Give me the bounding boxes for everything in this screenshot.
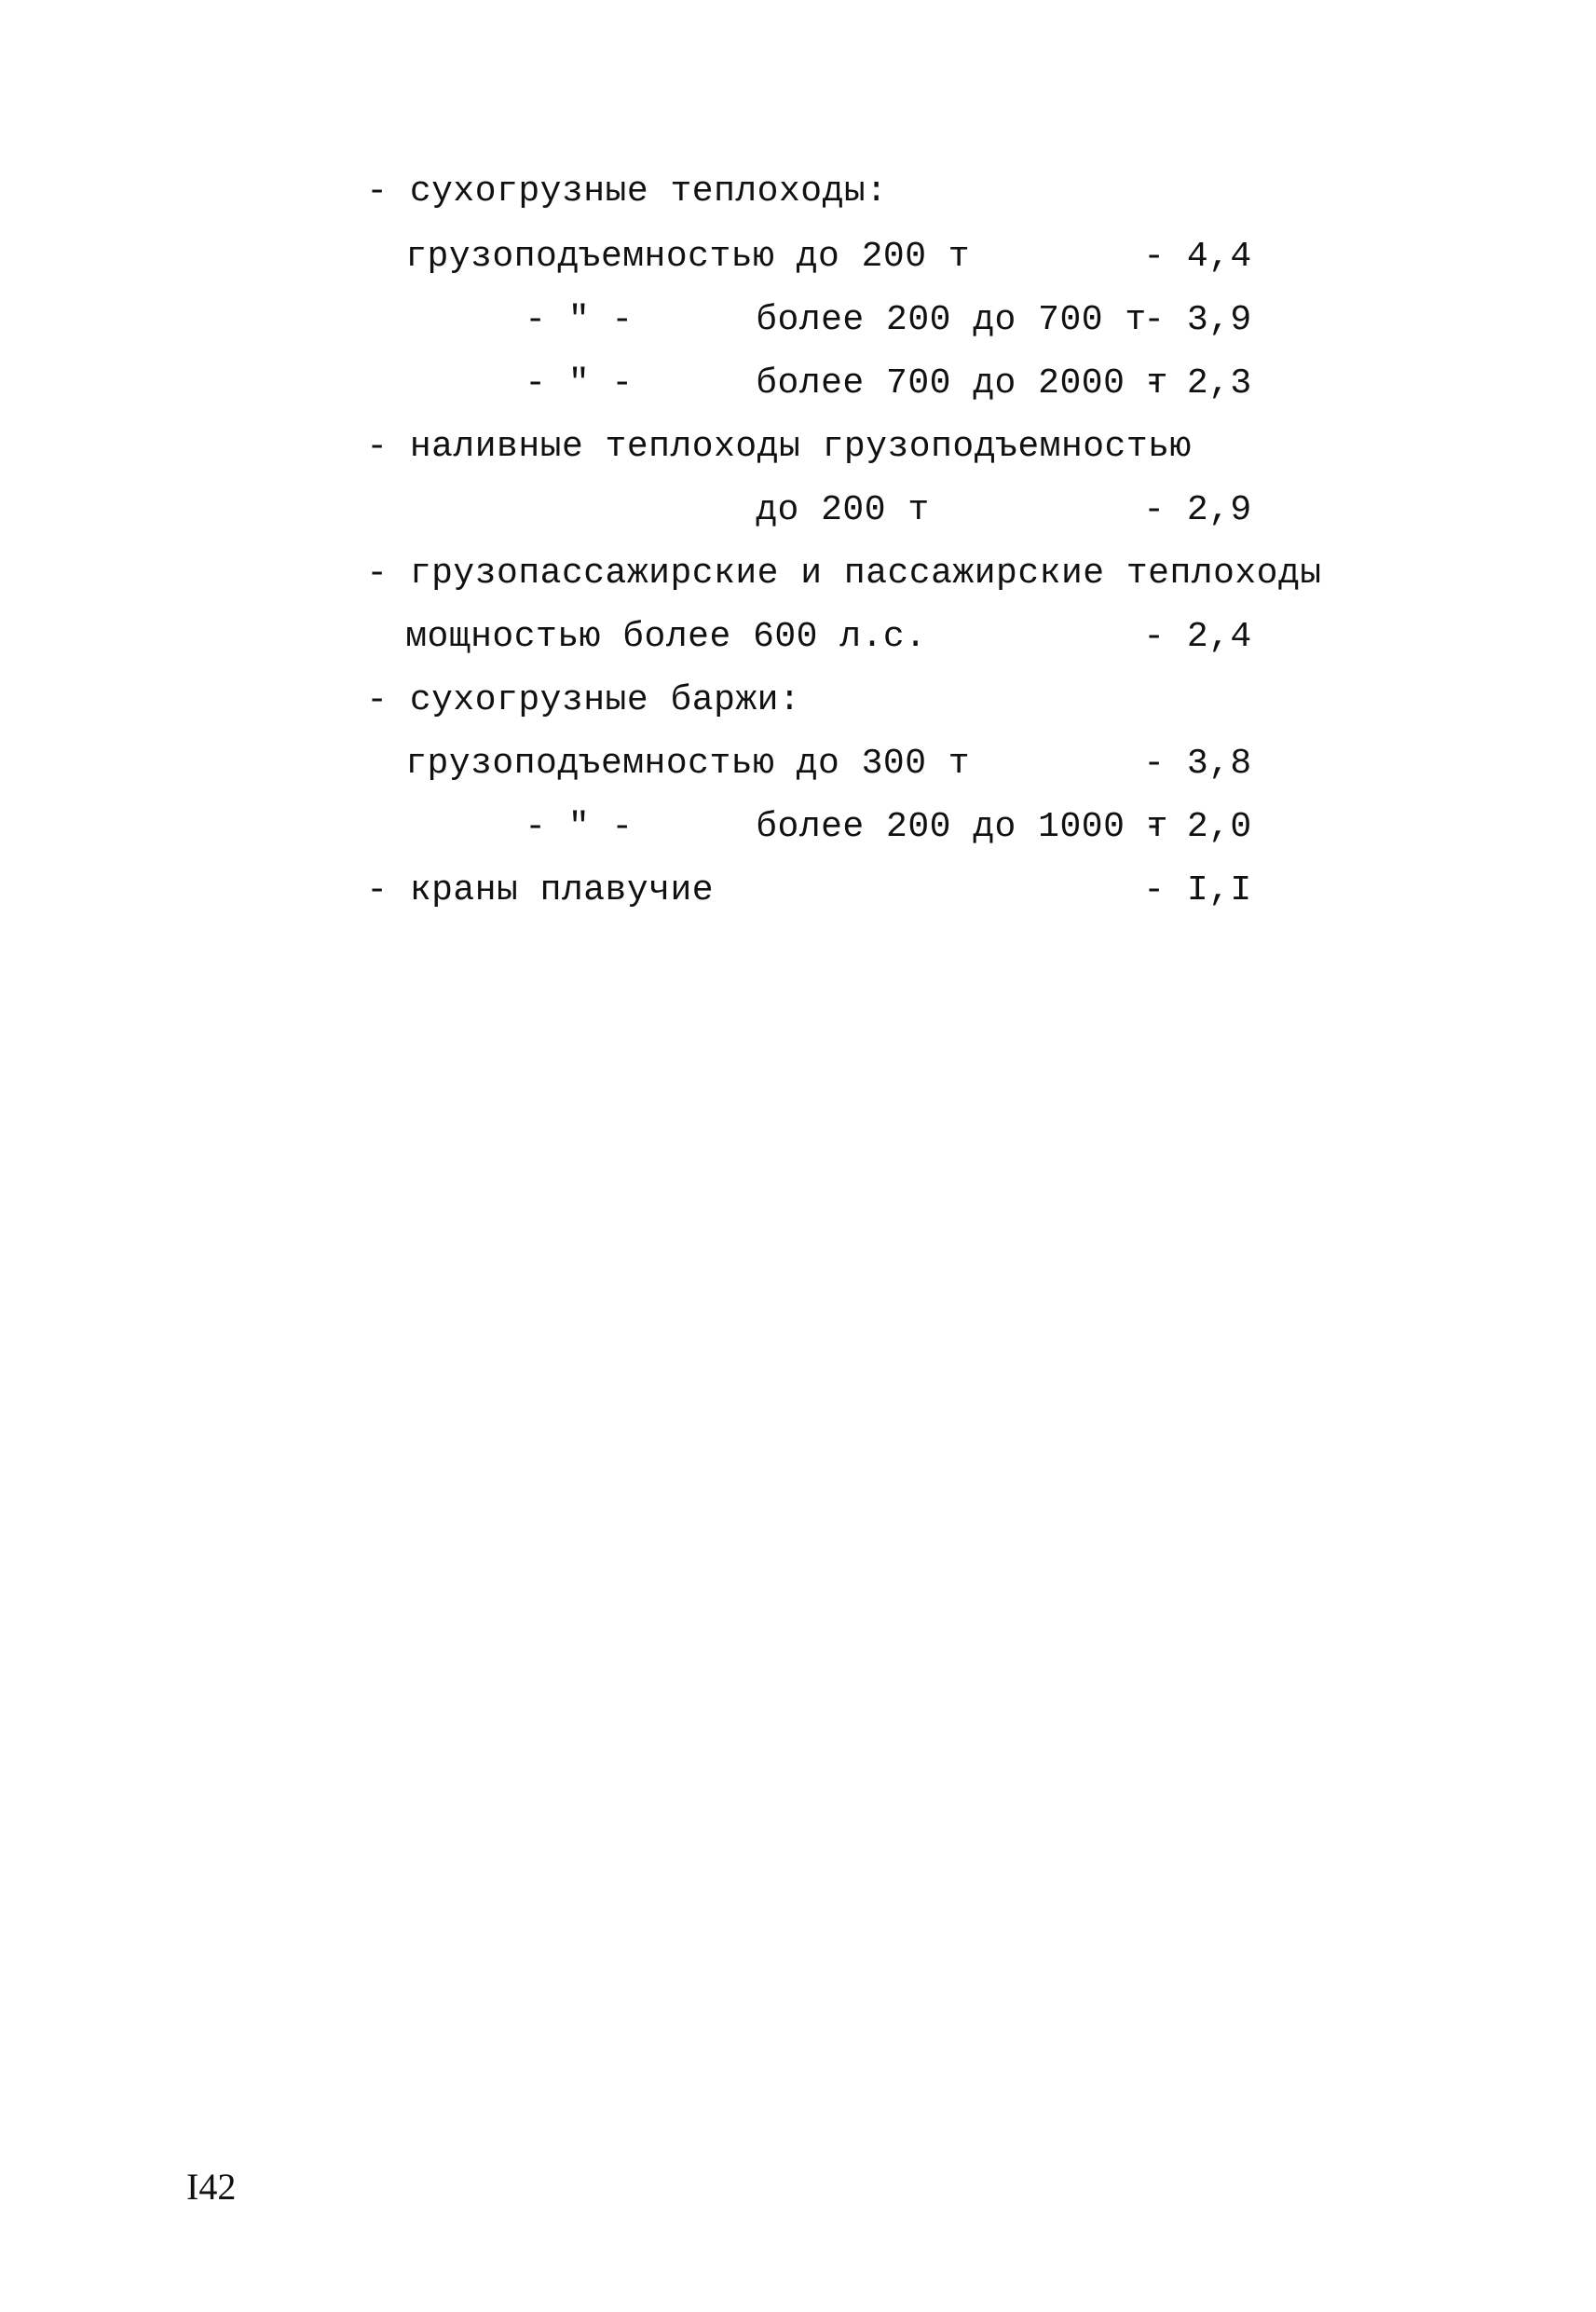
value-text: - 2,9 — [1143, 490, 1252, 530]
value-text: - 3,8 — [1143, 744, 1252, 784]
value-text: - 2,4 — [1143, 617, 1252, 657]
value-text: - 4,4 — [1143, 237, 1252, 277]
ditto-text: - " - — [525, 300, 634, 340]
value-text: - 2,0 — [1143, 807, 1252, 847]
line-text: - сухогрузные баржи: — [366, 680, 801, 720]
page-number: I42 — [186, 2166, 237, 2208]
line-text: грузоподъемностью до 200 т — [405, 237, 971, 277]
line-text: - наливные теплоходы грузоподъемностью — [366, 427, 1192, 467]
line-text: - краны плавучие — [366, 870, 715, 910]
ditto-text: - " - — [525, 363, 634, 404]
line-text: - грузопассажирские и пассажирские теплоходы — [366, 554, 1322, 594]
line-text: мощностью более 600 л.с. — [405, 617, 927, 657]
range-label: более 200 до 1000 т — [756, 807, 1168, 847]
range-label: более 700 до 2000 т — [756, 363, 1168, 404]
list-item-header — [280, 829, 714, 952]
range-label: более 200 до 700 т — [756, 300, 1147, 340]
range-label: до 200 т — [756, 490, 930, 530]
line-value — [1057, 576, 1252, 699]
line-value — [1057, 829, 1252, 952]
value-text: - 2,3 — [1143, 363, 1252, 404]
value-text: - 3,9 — [1143, 300, 1252, 340]
ditto-text: - " - — [525, 807, 634, 847]
value-text: - I,I — [1143, 870, 1252, 910]
line-text: грузоподъемностью до 300 т — [405, 744, 971, 784]
line-text: - сухогрузные теплоходы: — [366, 171, 888, 212]
